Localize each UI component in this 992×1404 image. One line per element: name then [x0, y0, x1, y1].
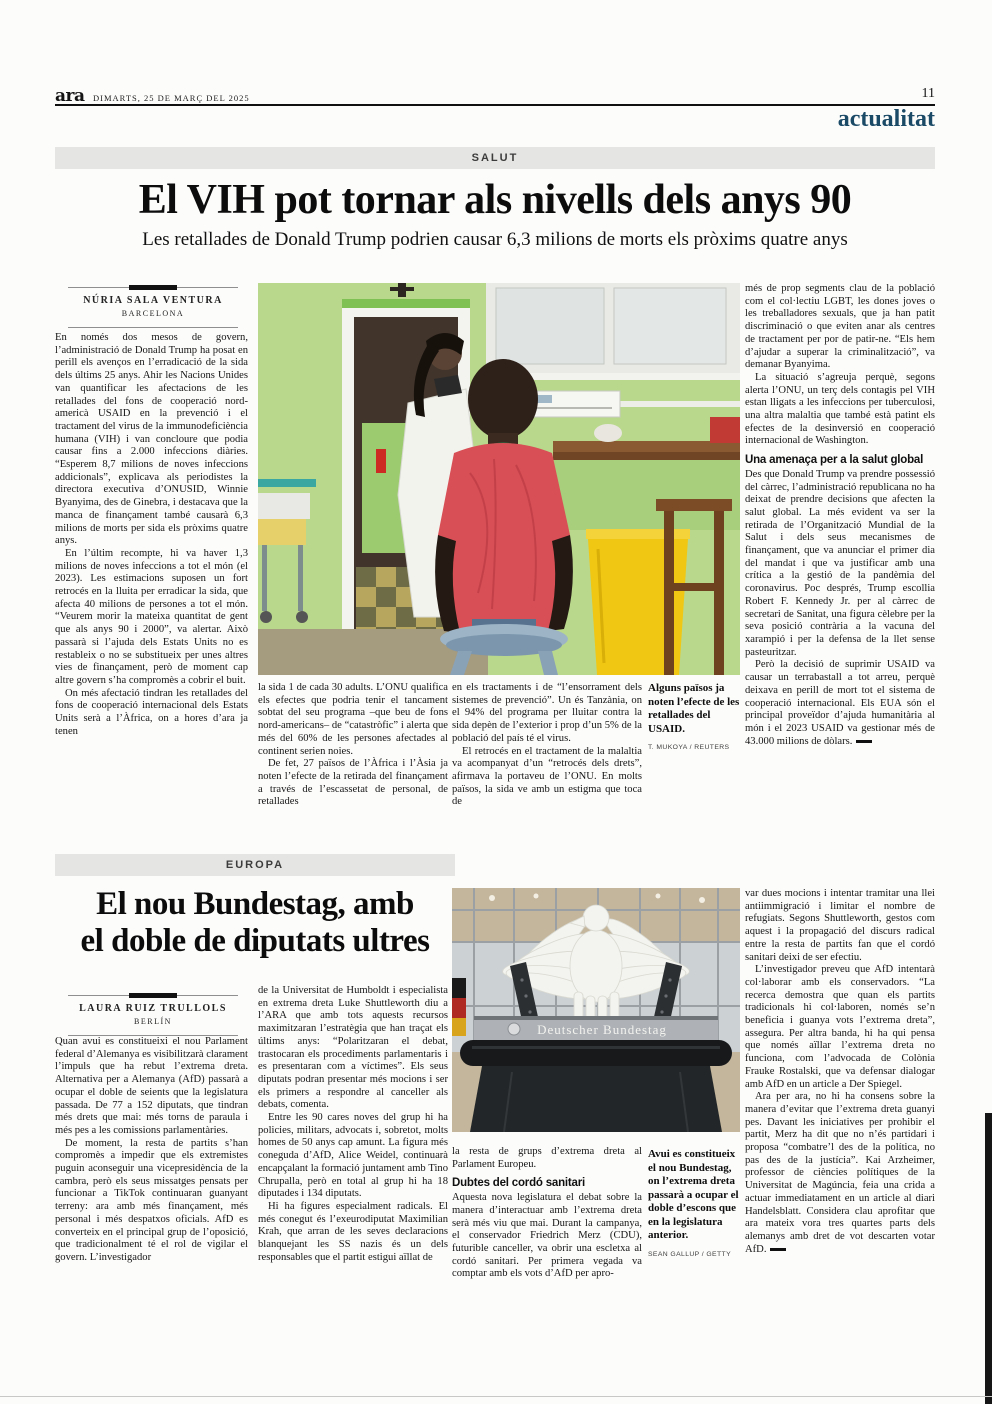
- bundestag-subhead: Dubtes del cordó sanitari: [452, 1177, 586, 1190]
- byline-rule-mark: [129, 285, 177, 290]
- lectern-sign: [474, 1016, 718, 1040]
- bundestag-photo-caption: [648, 1148, 740, 1261]
- paragraph: var dues mocions i intentar tramitar una llei antiimmigració i limitar el nombre de refugiats. Segons Shuttleworth, gestos com aquest i la propagació del discurs radical entre la resta de partits fan que el cordó sanitari deixi de ser efectiu.: [745, 888, 935, 963]
- vih-author: NÚRIA SALA VENTURA: [83, 295, 223, 306]
- headline-line-1: El nou Bundestag, amb: [96, 886, 414, 922]
- vih-column-2: [258, 682, 448, 844]
- kicker-salut-label: SALUT: [471, 152, 519, 164]
- vih-location: BARCELONA: [121, 309, 185, 318]
- paragraph: La situació s’agreuja perquè, segons alerta l’ONU, un terç dels contagis pel VIH estan lligats a les infeccions per tuberculosi, una altra malaltia que també està patint els efectes de la desinversió en cooperació internacional de Washington.: [745, 371, 935, 447]
- headline-line-2: el doble de diputats ultres: [80, 922, 430, 959]
- article-end-mark: [856, 740, 872, 743]
- bundestag-photo: [452, 888, 740, 1132]
- kicker-europa: [55, 854, 455, 876]
- edition-date: DIMARTS, 25 DE MARÇ DEL 2025: [93, 93, 250, 103]
- paragraph-text: Però la decisió de suprimir USAID va causar un terrabastall a tot arreu, perquè deixava en perill de mort tot el sistema de cooperació internacional. Els EUA són el principal proveïdor d’ajuda humanitària al món i el 2023 USAID va gestionar més de 43.000 milions de dòlars.: [745, 659, 935, 747]
- paragraph: més de prop segments clau de la població com el col·lectiu LGBT, les dones joves o les treballadores sexuals, que ja han patit discriminació o que eviten anar als centres de tractament per por de patir-ne. “Els hem d’ajudar a superar la criminalització”, va demanar Byanyima.: [745, 283, 935, 371]
- paragraph: L’investigador preveu que AfD intentarà col·laborar amb els conservadors. “La recerca demostra que quan els partits tradicionals hi col·laboren, només se’n beneficia i guanya vots l’extrema dreta”, assegura. Per altra banda, hi ha qui pensa que només aïllar l’extrema dreta no funciona, com l’advocada de Colònia Frauke Rostalski, que va defensar dialogar amb AfD en un article a Der Spiegel.: [745, 964, 935, 1090]
- photo-credit: T. MUKOYA / REUTERS: [648, 744, 730, 751]
- vih-photo: [258, 283, 740, 675]
- bundestag-column-2: [258, 985, 448, 1330]
- hospital-scene-illustration: [258, 283, 740, 675]
- bundestag-column-4: [745, 888, 935, 1340]
- vih-byline: [68, 287, 238, 328]
- bundestag-headline: [55, 886, 455, 960]
- page-edge-mark: [985, 1113, 992, 1404]
- page-bottom-rule: [0, 1396, 992, 1397]
- paragraph: Aquesta nova legislatura el debat sobre la manera d’interactuar amb l’extrema dreta serà més viu que mai. Durant la campanya, el conservador Friedrich Merz (CDU), futurible canceller, va obrir una escletxa al cordó sanitari. Per primera vegada va comptar amb els vots d’AfD per apro-: [452, 1192, 642, 1280]
- vih-subhead: Una amenaça per a la salut global: [745, 454, 924, 467]
- lectern-body: [460, 1040, 732, 1132]
- paragraph: la sida 1 de cada 30 adults. L’ONU qualifica els efectes que podria tenir el tancament sobtat del seu programa –que beu de fons nord-americans– de “catastròfic” i alerta que més del 60% de les persones afectades al continent serien noies.: [258, 682, 448, 757]
- bundestag-eagle-illustration: [452, 888, 740, 1132]
- vih-column-3: [452, 682, 642, 844]
- byline-rule-mark: [129, 993, 177, 998]
- paragraph: On més afectació tindran les retallades del fons de cooperació internacional dels Estats Units serà a l’Àfrica, on a hores d’ara ja tenen: [55, 687, 248, 737]
- paragraph: en els tractaments i de “l’ensorrament dels sistemes de prevenció”. Un és Tanzània, on el 94% del programa per lluitar contra la sida depèn de l’exterior i prop d’un 5% de la població del país té el virus.: [452, 682, 642, 744]
- kicker-europa-label: EUROPA: [225, 859, 285, 871]
- section-title: actualitat: [837, 106, 935, 132]
- masthead-logo: ara: [55, 86, 85, 106]
- bundestag-location: BERLÍN: [134, 1017, 172, 1026]
- photo-credit: SEAN GALLUP / GETTY: [648, 1250, 732, 1258]
- paragraph: Des que Donald Trump va prendre possessió del càrrec, l’administració republicana no ha deixat de prendre decisions que afecten la salut global. La més evident va ser la retirada de l’Organització Mundial de la Salut i dels seus mecanismes de finançament, que va anunciar el primer dia del mandat i que va justificar amb una crítica a la gestió de la pandèmia del coronavirus. Poc després, Trump escollia Robert F. Kennedy Jr. per al càrrec de secretari de Sanitat, una figura cèlebre per la seva posició contrària a la vacuna del xarampió i per la defensa de la llet sense pasteuritzar.: [745, 468, 935, 658]
- kicker-salut: [55, 147, 935, 169]
- lectern-sign-text: Deutscher Bundestag: [537, 1022, 667, 1037]
- paragraph: [745, 659, 935, 748]
- bundestag-author: LAURA RUIZ TRULLOLS: [79, 1003, 227, 1014]
- vih-headline: El VIH pot tornar als nivells dels anys 90: [138, 177, 852, 223]
- paragraph: De fet, 27 països de l’Àfrica i l’Àsia ja noten l’efecte de la retirada del finançament a través de l’escassetat de personal, de retallades: [258, 758, 448, 808]
- german-flag: [452, 978, 466, 1036]
- paragraph: Hi ha figures especialment radicals. El més conegut és l’exeurodiputat Maximilian Krah, que arran de les seves declaracions blanquejant les SS nazis és un dels responsables que el partit estigui aïllat de: [258, 1200, 448, 1263]
- paragraph: la resta de grups d’extrema dreta al Parlament Europeu.: [452, 1146, 642, 1170]
- paragraph-text: Ara per ara, no hi ha consens sobre la manera d’evitar que l’extrema dreta guanyi pes. Davant les iniciatives per prohibir el partit, Merz ha dit que no n’és partidari i proposa “combatre’l des de la política, no pas des de la justícia”. Kai Arzheimer, professor de ciències polítiques de la Universitat de Magúncia, feia una crida a actuar immediatament en un article al diari Handelsblatt. Considera clau aprofitar que ara mateix vora tres quartes parts dels alemanys amb dret de vot descarten votar AfD.: [745, 1091, 935, 1255]
- caption-text: Alguns països ja noten l’efecte de les retallades del USAID.: [648, 682, 740, 735]
- paragraph: El retrocés en el tractament de la malaltia va acompanyat d’un “retrocés dels drets”, afirmava la portaveu de l’ONU. En molts països, la sida ve amb un estigma que toca de: [452, 745, 642, 808]
- article-end-mark: [770, 1248, 786, 1251]
- paragraph: De moment, la resta de partits s’han compromès a impedir que els extremistes puguin aconseguir una vicepresidència de la cambra, però els seus missatges pensats per funcionar a TikTok continuaran guanyant terreny: ara amb més finançament, més personal i més despatxos oficials. AfD es converteix en el principal grup de l’oposició, que tradicionalment té el rol de vigilar el govern. L’investigador: [55, 1137, 248, 1263]
- paragraph: Quan avui es constitueixi el nou Parlament federal d’Alemanya es visibilitzarà clarament l’impuls que ha rebut l’extrema dreta. Alternativa per a Alemanya (AfD) passarà a ocupar el doble de seients que la legislatura passada. De 77 a 152 diputats, que tindran més drets que mai: més torns de paraula i més pes a les comissions parlamentàries.: [55, 1036, 248, 1136]
- vih-photo-caption: [648, 682, 740, 755]
- bundestag-column-3: [452, 1146, 642, 1341]
- paragraph: En l’últim recompte, hi va haver 1,3 milions de noves infeccions a tot el món (el 2023). Les estimacions suposen un fort retrocés en la lluita per erradicar la sida, que afecta 40 milions de persones a tot el món. “Veurem morir la mateixa quantitat de gent que als anys 90 i 2000”, va alertar. Això passarà si l’ajuda dels Estats Units no es restableix o no se substitueix per unes altres vies de finançament, però de moment cap altre govern s’ha compromès a cobrir el buit.: [55, 547, 248, 686]
- page-number: 11: [921, 86, 935, 101]
- paragraph: En només dos mesos de govern, l’administració de Donald Trump ha posat en perill els avenços en l’erradicació de la sida dels últims 25 anys. Ahir les Nacions Unides van quantificar les afectacions de les retallades del fons de cooperació nord-americà USAID en la prevenció i el tractament del virus de la immunodeficiència humana (VIH) i van concloure que podia causar fins a 2.000 infeccions diàries. “Esperem 8,7 milions de noves infeccions addicionals”, explicava als periodistes la directora executiva d’ONUSID, Winnie Byanyima, des de Ginebra, i destacava que la manca de finançament també causarà 6,3 milions de morts per sida els pròxims quatre anys.: [55, 332, 248, 547]
- bundestag-byline: [68, 995, 238, 1036]
- bundestag-column-1: [55, 1036, 248, 1321]
- vih-subheadline: Les retallades de Donald Trump podrien causar 6,3 milions de morts els pròxims quatre anys: [142, 229, 848, 250]
- vih-column-1: [55, 332, 248, 835]
- yellow-bucket: [586, 529, 690, 675]
- paragraph: [745, 1091, 935, 1256]
- caption-text: Avui es constitueix el nou Bundestag, on l’extrema dreta passarà a ocupar el doble d’escons que en la legislatura anterior.: [648, 1148, 739, 1241]
- paragraph: de la Universitat de Humboldt i especialista en extrema dreta Luke Shuttleworth diu a l’ARA que amb tots aquests recursos maximitzaran l’estratègia que han traçat els últims anys: “Polaritzaran el debat, trastocaran els procediments parlamentaris i es presentaran com a víctimes”. Els seus diputats podran presentar més mocions i ser els primers a respondre al canceller als debats, comenta.: [258, 985, 448, 1111]
- paragraph: Entre les 90 cares noves del grup hi ha policies, militars, advocats i, sobretot, molts homes de 50 anys cap amunt. La figura més coneguda d’AfD, Alice Weidel, continuarà encapçalant la formació juntament amb Tino Chrupalla, però en total al grup hi ha 18 diputades i 134 diputats.: [258, 1112, 448, 1200]
- fire-extinguisher: [376, 449, 386, 473]
- vih-column-4: [745, 283, 935, 840]
